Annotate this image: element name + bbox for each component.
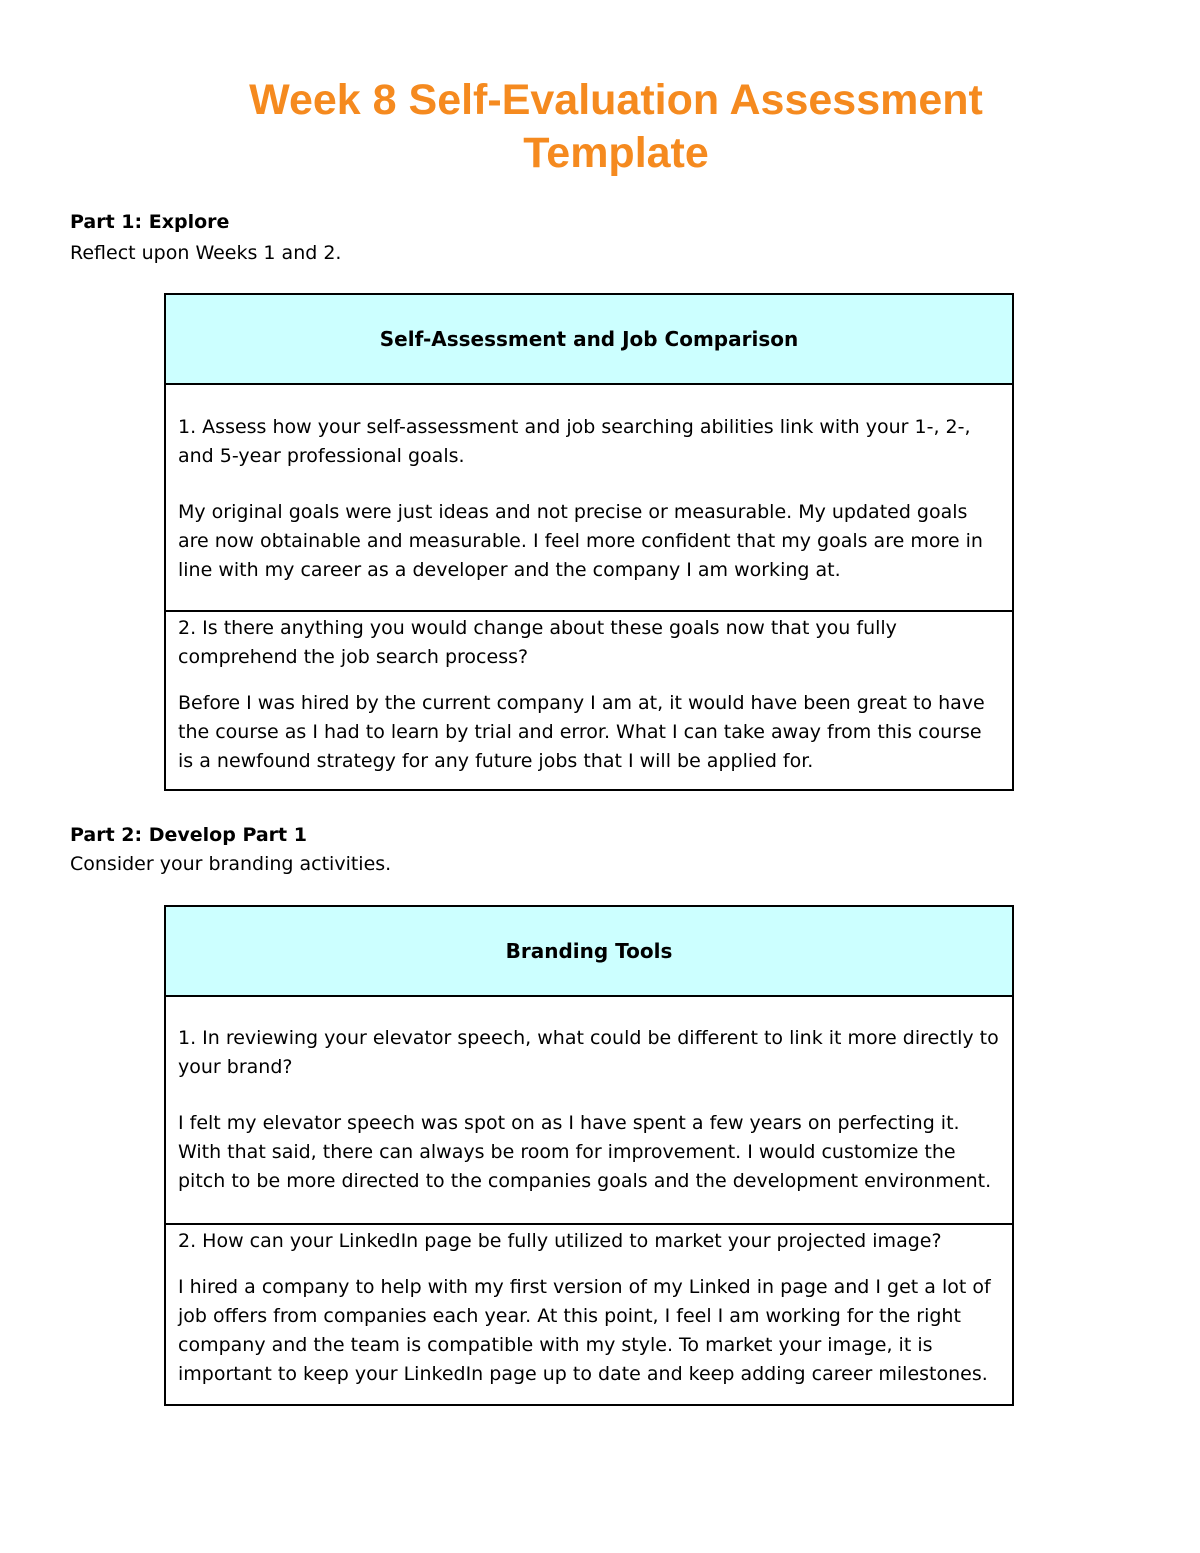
answer-text: Before I was hired by the current company I am at, it would have been great to have the course as I had to learn by trial and error. What I can take away from this course is a newfound strategy for any future jobs that I will be applied for.: [178, 692, 985, 772]
question-text: 2. How can your LinkedIn page be fully utilized to market your projected image?: [178, 1230, 942, 1252]
answer-text: I hired a company to help with my first version of my Linked in page and I get a lot of job offers from companies each year. At this point, I feel I am working for the right company and the team is compatible with my style. To market your image, it is important to keep your LinkedIn page up to date and keep adding career milestones.: [178, 1276, 991, 1385]
branding-tools-table: [164, 905, 1014, 1406]
answer-text: I felt my elevator speech was spot on as I have spent a few years on perfecting it. With that said, there can always be room for improvement. I would customize the pitch to be more directed to the companies goals and the development environment.: [178, 1112, 992, 1192]
table-header: Self-Assessment and Job Comparison: [166, 295, 1012, 385]
part2-subtitle: Consider your branding activities.: [70, 853, 392, 875]
table-header: Branding Tools: [166, 907, 1012, 997]
answer-text: My original goals were just ideas and not precise or measurable. My updated goals are now obtainable and measurable. I feel more confident that my goals are more in line with my career as a developer and the company I am working at.: [178, 501, 983, 581]
page-title-line-1: Week 8 Self-Evaluation Assessment: [249, 76, 983, 124]
page-title: [0, 74, 1200, 180]
question-text: 2. Is there anything you would change about these goals now that you fully comprehend the job search process?: [178, 617, 897, 668]
page-title-line-2: Template: [523, 129, 709, 177]
part1-subtitle: Reflect upon Weeks 1 and 2.: [70, 242, 342, 264]
table-row: [166, 385, 1012, 612]
part1-heading: Part 1: Explore: [70, 211, 230, 233]
question-text: 1. In reviewing your elevator speech, what could be different to link it more directly to your brand?: [178, 1027, 999, 1078]
self-assessment-table: [164, 293, 1014, 791]
part2-heading: Part 2: Develop Part 1: [70, 824, 307, 846]
question-text: 1. Assess how your self-assessment and job searching abilities link with your 1-, 2-, and 5-year professional goals.: [178, 416, 971, 467]
table-row: [166, 612, 1012, 789]
table-row: [166, 1225, 1012, 1404]
table-row: [166, 997, 1012, 1225]
